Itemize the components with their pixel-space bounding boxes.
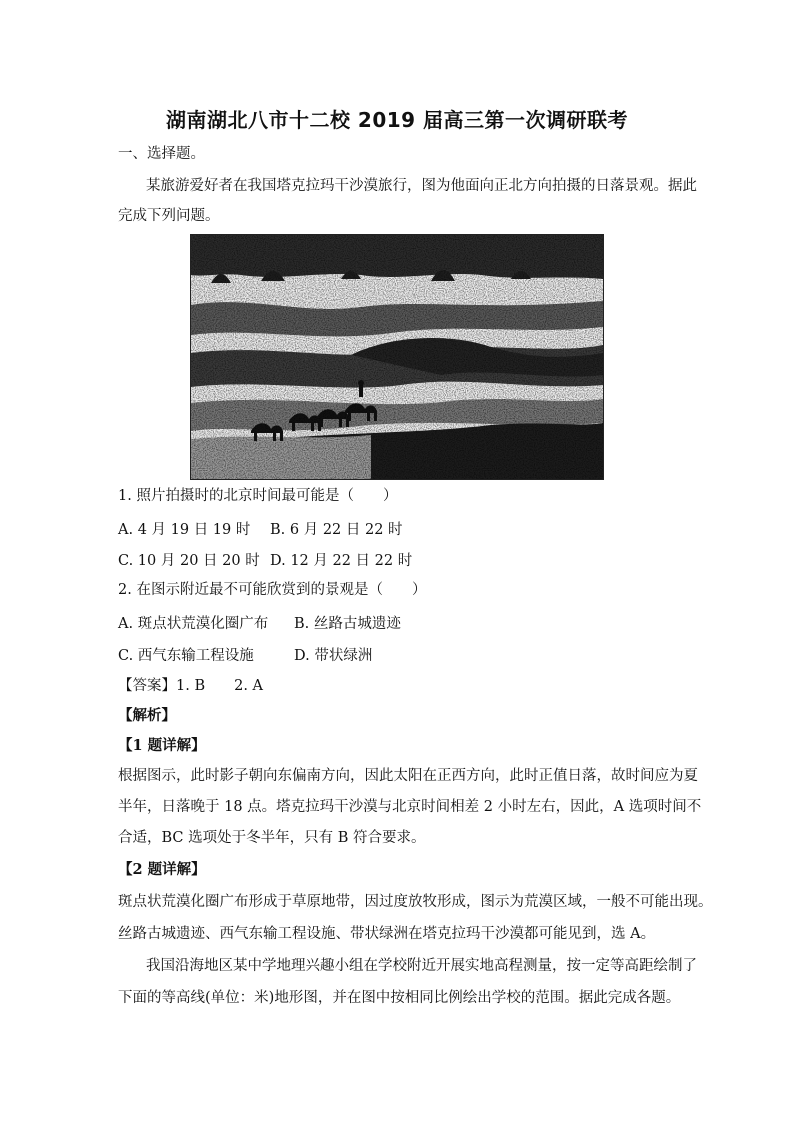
detail-2-line-2: 丝路古城遗迹、西气东输工程设施、带状绿洲在塔克拉玛干沙漠都可能见到，选 A。 xyxy=(118,926,656,942)
detail-1-line-2: 半年，日落晚于 18 点。塔克拉玛干沙漠与北京时间相差 2 小时左右，因此，A 选项时间不 xyxy=(118,799,702,815)
question-2-option-d: D. 带状绿洲 xyxy=(294,648,373,664)
question-1-option-d: D. 12 月 22 日 22 时 xyxy=(270,553,413,569)
intro-paragraph-1-line-2: 完成下列问题。 xyxy=(118,208,220,224)
question-1-option-c: C. 10 月 20 日 20 时 xyxy=(118,553,260,569)
question-2-option-a: A. 斑点状荒漠化圈广布 xyxy=(118,616,269,632)
question-2-option-b: B. 丝路古城遗迹 xyxy=(294,616,401,632)
answer-line: 【答案】1. B 2. A xyxy=(118,678,264,694)
detail-1-line-1: 根据图示，此时影子朝向东偏南方向，因此太阳在正西方向，此时正值日落，故时间应为夏 xyxy=(118,768,698,784)
question-2-stem: 2. 在图示附近最不可能欣赏到的景观是（ ） xyxy=(118,582,427,598)
detail-1-heading: 【1 题详解】 xyxy=(118,737,206,754)
question-1-option-a: A. 4 月 19 日 19 时 xyxy=(118,522,251,538)
detail-2-line-1: 斑点状荒漠化圈广布形成于草原地带，因过度放牧形成，图示为荒漠区域，一般不可能出现。 xyxy=(118,894,713,910)
question-1-stem: 1. 照片拍摄时的北京时间最可能是（ ） xyxy=(118,488,398,504)
detail-1-line-3: 合适，BC 选项处于冬半年，只有 B 符合要求。 xyxy=(118,830,426,846)
section-heading: 一、选择题。 xyxy=(118,146,205,162)
intro-paragraph-2-line-1: 我国沿海地区某中学地理兴趣小组在学校附近开展实地高程测量，按一定等高距绘制了 xyxy=(146,958,697,974)
analysis-heading: 【解析】 xyxy=(118,707,176,724)
desert-camel-photo xyxy=(190,234,604,480)
question-2-option-c: C. 西气东输工程设施 xyxy=(118,648,254,664)
detail-2-heading: 【2 题详解】 xyxy=(118,861,206,878)
question-1-option-b: B. 6 月 22 日 22 时 xyxy=(270,522,403,538)
page-title: 湖南湖北八市十二校 2019 届高三第一次调研联考 xyxy=(165,108,629,132)
intro-paragraph-1-line-1: 某旅游爱好者在我国塔克拉玛干沙漠旅行，图为他面向正北方向拍摄的日落景观。据此 xyxy=(146,178,697,194)
intro-paragraph-2-line-2: 下面的等高线(单位：米)地形图，并在图中按相同比例绘出学校的范围。据此完成各题。 xyxy=(118,990,681,1006)
